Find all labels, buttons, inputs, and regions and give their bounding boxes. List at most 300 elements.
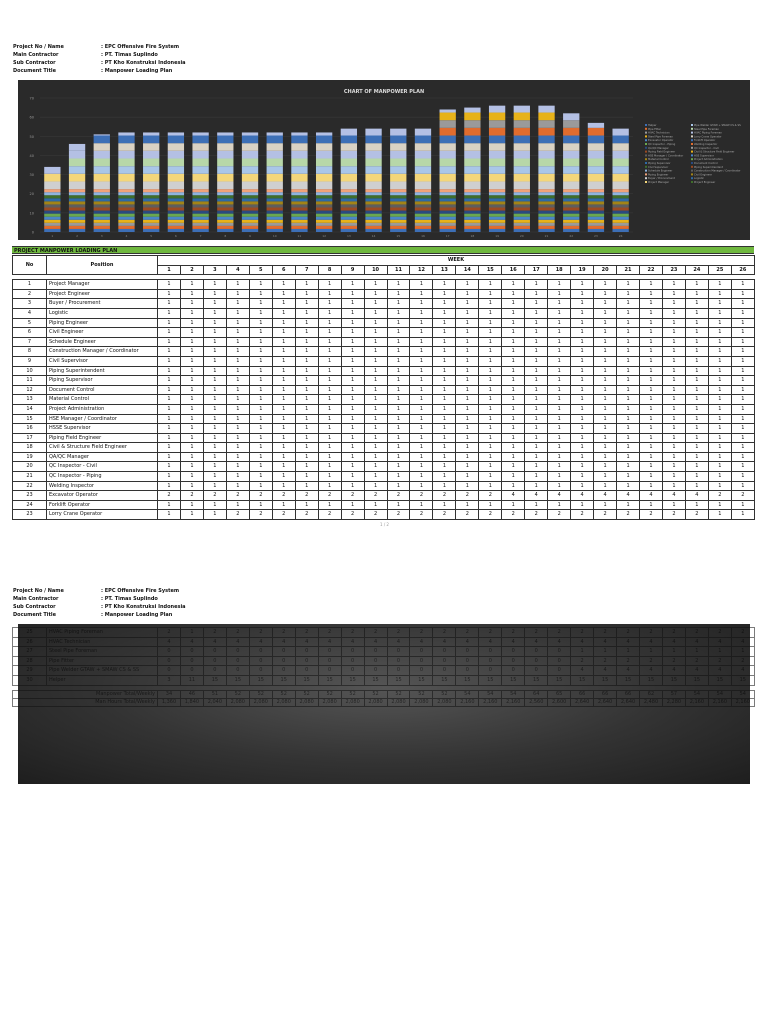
week-value: 1 — [272, 366, 295, 376]
bar-segment — [563, 223, 579, 226]
table-row — [13, 385, 755, 395]
bar-segment — [267, 214, 283, 217]
header-row — [13, 611, 186, 619]
week-value: 1 — [364, 500, 387, 510]
bar-segment — [291, 195, 307, 198]
week-value: 1 — [318, 280, 341, 290]
week-value: 1 — [571, 299, 594, 309]
bar-segment — [464, 108, 480, 113]
table-row — [13, 347, 755, 357]
week-value: 1 — [180, 308, 203, 318]
week-value: 1 — [341, 376, 364, 386]
week-value: 2 — [548, 510, 571, 520]
position-name: Project Administration — [47, 404, 158, 414]
bar-segment — [217, 166, 233, 174]
week-value: 1 — [295, 366, 318, 376]
total-value: 2,080 — [318, 698, 341, 706]
bar-segment — [168, 136, 184, 144]
bar-segment — [464, 198, 480, 201]
week-value: 1 — [341, 500, 364, 510]
week-value: 1 — [525, 385, 548, 395]
bar-segment — [192, 174, 208, 182]
table-row — [13, 637, 755, 647]
bar-segment — [168, 198, 184, 201]
week-value: 0 — [364, 656, 387, 666]
x-tick-label: 4 — [125, 234, 128, 238]
bar-segment — [341, 207, 357, 210]
bar-segment — [118, 226, 134, 229]
week-value: 1 — [341, 452, 364, 462]
week-value: 1 — [364, 280, 387, 290]
week-value: 1 — [640, 356, 663, 366]
week-value: 1 — [387, 299, 410, 309]
week-value: 1 — [571, 500, 594, 510]
week-value: 1 — [548, 395, 571, 405]
week-value: 1 — [571, 385, 594, 395]
week-value: 1 — [226, 308, 249, 318]
week-value: 1 — [433, 318, 456, 328]
bar-segment — [217, 198, 233, 201]
header-label: Document Title — [13, 612, 57, 618]
bar-segment — [464, 166, 480, 174]
week-value: 0 — [433, 666, 456, 676]
week-value: 1 — [640, 308, 663, 318]
bar-segment — [415, 189, 431, 192]
week-value: 4 — [662, 666, 685, 676]
week-value: 1 — [617, 308, 640, 318]
bar-segment — [94, 189, 110, 192]
week-value: 1 — [158, 337, 181, 347]
week-value: 1 — [318, 500, 341, 510]
week-value: 1 — [479, 337, 502, 347]
total-value: 2,560 — [525, 698, 548, 706]
bar-segment — [168, 220, 184, 223]
week-value: 1 — [502, 500, 525, 510]
bar-segment — [440, 198, 456, 201]
week-value: 1 — [433, 462, 456, 472]
y-tick-label: 30 — [29, 173, 34, 178]
bar-segment — [612, 226, 628, 229]
bar-segment — [316, 211, 332, 214]
week-value: 1 — [640, 376, 663, 386]
total-label: Man Hours Total/Weekly — [13, 698, 158, 706]
bar-segment — [612, 129, 628, 136]
week-value: 1 — [479, 404, 502, 414]
week-value: 1 — [731, 385, 754, 395]
week-value: 4 — [158, 637, 181, 647]
bar-segment — [291, 223, 307, 226]
row-number: 27 — [13, 647, 47, 657]
week-value: 1 — [617, 481, 640, 491]
week-value: 1 — [318, 462, 341, 472]
bar-segment — [563, 207, 579, 210]
bar-segment — [538, 143, 554, 151]
week-value: 1 — [226, 366, 249, 376]
position-name: Helper — [47, 675, 158, 685]
bar-segment — [69, 211, 85, 214]
week-value: 1 — [548, 347, 571, 357]
position-name: Welding Inspector — [47, 481, 158, 491]
week-value: 0 — [203, 656, 226, 666]
week-value: 1 — [203, 318, 226, 328]
bar-segment — [143, 181, 159, 189]
legend-swatch — [645, 162, 647, 164]
bar-segment — [143, 207, 159, 210]
bar-segment — [143, 174, 159, 182]
week-value: 0 — [295, 666, 318, 676]
week-value: 1 — [456, 328, 479, 338]
week-value: 1 — [594, 289, 617, 299]
week-value: 0 — [318, 666, 341, 676]
week-value: 1 — [272, 347, 295, 357]
week-value: 0 — [341, 656, 364, 666]
legend-label: Piping Superintendent — [694, 165, 723, 169]
week-value: 0 — [295, 656, 318, 666]
week-value: 4 — [640, 666, 663, 676]
bar-segment — [538, 120, 554, 128]
week-value: 4 — [410, 637, 433, 647]
week-value: 1 — [708, 414, 731, 424]
week-value: 1 — [410, 308, 433, 318]
week-value: 1 — [502, 481, 525, 491]
bar-segment — [440, 223, 456, 226]
bar-segment — [415, 226, 431, 229]
week-value: 1 — [364, 385, 387, 395]
legend-swatch — [645, 139, 647, 141]
week-value: 1 — [158, 452, 181, 462]
bar-segment — [390, 229, 406, 232]
legend-label: Pipe Welder GTAW + SMAW CS & SS — [694, 124, 741, 127]
legend-label: HSE Supervisor — [694, 154, 714, 158]
bar-segment — [489, 143, 505, 151]
week-value: 1 — [158, 318, 181, 328]
week-value: 1 — [640, 299, 663, 309]
bar-segment — [612, 189, 628, 192]
bar-segment — [365, 217, 381, 220]
week-value: 1 — [433, 328, 456, 338]
week-value: 1 — [158, 424, 181, 434]
bar-segment — [489, 106, 505, 113]
row-number: 23 — [13, 491, 47, 501]
bar-segment — [291, 132, 307, 135]
week-value: 4 — [456, 637, 479, 647]
position-name: Pipe Welder GTAW + SMAW CS & SS — [47, 666, 158, 676]
bar-segment — [514, 113, 530, 121]
bar-segment — [464, 223, 480, 226]
bar-segment — [440, 109, 456, 112]
week-value: 1 — [708, 328, 731, 338]
bar-segment — [365, 189, 381, 192]
week-value: 1 — [685, 337, 708, 347]
total-value: 54 — [479, 690, 502, 698]
week-value: 1 — [456, 356, 479, 366]
bar-segment — [242, 198, 258, 201]
week-value: 0 — [525, 656, 548, 666]
week-value: 1 — [433, 347, 456, 357]
week-value: 1 — [203, 280, 226, 290]
week-value: 0 — [203, 647, 226, 657]
week-value: 1 — [479, 462, 502, 472]
week-value: 1 — [456, 443, 479, 453]
week-value: 1 — [341, 385, 364, 395]
week-value: 1 — [571, 308, 594, 318]
table-row — [13, 628, 755, 638]
bar-segment — [242, 217, 258, 220]
week-value: 1 — [640, 481, 663, 491]
week-value: 1 — [617, 328, 640, 338]
week-value: 1 — [410, 481, 433, 491]
week-value: 1 — [249, 385, 272, 395]
week-value: 1 — [318, 299, 341, 309]
bar-segment — [341, 195, 357, 198]
week-value: 1 — [318, 318, 341, 328]
week-value: 1 — [685, 289, 708, 299]
week-value: 15 — [341, 675, 364, 685]
total-value: 65 — [548, 690, 571, 698]
bar-segment — [217, 195, 233, 198]
bar-segment — [415, 174, 431, 182]
bar-segment — [316, 214, 332, 217]
bar-segment — [94, 136, 110, 144]
week-value: 1 — [685, 647, 708, 657]
bar-segment — [390, 226, 406, 229]
week-value: 1 — [158, 481, 181, 491]
bar-segment — [267, 174, 283, 182]
week-value: 2 — [180, 491, 203, 501]
week-value: 0 — [318, 656, 341, 666]
table-row — [13, 510, 755, 520]
table-row — [13, 452, 755, 462]
week-value: 1 — [226, 337, 249, 347]
bar-segment — [464, 211, 480, 214]
week-value: 3 — [158, 675, 181, 685]
week-value: 1 — [640, 366, 663, 376]
bar-segment — [440, 211, 456, 214]
bar-segment — [168, 201, 184, 204]
week-value: 1 — [548, 414, 571, 424]
week-value: 1 — [364, 472, 387, 482]
week-value: 1 — [295, 376, 318, 386]
legend-swatch — [691, 135, 693, 137]
man-hours-row — [13, 698, 755, 706]
week-number: 11 — [387, 265, 410, 275]
bar-segment — [563, 120, 579, 128]
week-value: 15 — [433, 675, 456, 685]
week-value: 1 — [662, 318, 685, 328]
header-label: Project No / Name — [13, 44, 64, 50]
week-value: 1 — [180, 385, 203, 395]
week-value: 1 — [272, 424, 295, 434]
legend-label: Helper — [648, 124, 657, 127]
total-value: 2,080 — [295, 698, 318, 706]
bar-segment — [143, 143, 159, 151]
week-value: 1 — [295, 414, 318, 424]
bar-segment — [588, 214, 604, 217]
bar-segment — [143, 201, 159, 204]
header-value: : PT. Timas Suplindo — [101, 596, 158, 602]
header-value: : PT. Timas Suplindo — [101, 52, 158, 58]
week-value: 1 — [640, 414, 663, 424]
bar-segment — [341, 214, 357, 217]
week-value: 1 — [456, 347, 479, 357]
week-value: 1 — [502, 318, 525, 328]
legend-swatch — [645, 170, 647, 172]
week-value: 1 — [685, 404, 708, 414]
week-value: 1 — [731, 647, 754, 657]
header-value: : PT Kho Konstruksi Indonesia — [101, 60, 186, 66]
x-tick-label: 11 — [297, 234, 302, 238]
bar-segment — [390, 223, 406, 226]
bar-segment — [94, 151, 110, 159]
week-value: 1 — [617, 414, 640, 424]
week-value: 0 — [502, 656, 525, 666]
week-value: 1 — [295, 289, 318, 299]
legend-label: QC Inspector - Piping — [648, 143, 676, 146]
bar-segment — [365, 129, 381, 136]
legend-label: Piping Supervisor — [648, 162, 671, 165]
week-value: 1 — [640, 647, 663, 657]
week-value: 1 — [502, 404, 525, 414]
week-value: 1 — [571, 366, 594, 376]
bar-segment — [390, 151, 406, 159]
week-value: 1 — [731, 395, 754, 405]
total-value: 34 — [158, 690, 181, 698]
row-number: 20 — [13, 462, 47, 472]
week-value: 1 — [479, 318, 502, 328]
week-value: 1 — [341, 424, 364, 434]
week-value: 15 — [525, 675, 548, 685]
week-value: 4 — [341, 637, 364, 647]
bar-segment — [242, 207, 258, 210]
week-value: 1 — [456, 299, 479, 309]
bar-segment — [464, 128, 480, 136]
x-tick-label: 16 — [421, 234, 425, 238]
week-value: 1 — [640, 385, 663, 395]
bar-segment — [390, 136, 406, 144]
bar-segment — [612, 214, 628, 217]
week-value: 1 — [410, 356, 433, 366]
bar-segment — [514, 151, 530, 159]
y-tick-label: 60 — [29, 115, 34, 120]
week-value: 1 — [341, 280, 364, 290]
bar-segment — [242, 204, 258, 207]
bar-segment — [341, 198, 357, 201]
week-value: 1 — [708, 433, 731, 443]
bar-segment — [316, 198, 332, 201]
week-value: 15 — [456, 675, 479, 685]
x-tick-label: 8 — [224, 234, 227, 238]
week-value: 1 — [272, 289, 295, 299]
week-value: 0 — [410, 647, 433, 657]
bar-segment — [588, 204, 604, 207]
bar-segment — [464, 151, 480, 159]
legend-label: Material Control — [648, 158, 669, 162]
week-value: 1 — [685, 414, 708, 424]
week-value: 1 — [433, 280, 456, 290]
week-value: 2 — [662, 510, 685, 520]
week-value: 1 — [410, 414, 433, 424]
bar-segment — [390, 198, 406, 201]
bar-segment — [118, 207, 134, 210]
week-value: 0 — [548, 656, 571, 666]
week-value: 1 — [249, 308, 272, 318]
total-label: Manpower Total/Weekly — [13, 690, 158, 698]
week-value: 2 — [594, 510, 617, 520]
position-name: Construction Manager / Coordinator — [47, 347, 158, 357]
table-row — [13, 656, 755, 666]
bar-segment — [415, 151, 431, 159]
bar-segment — [514, 223, 530, 226]
week-value: 1 — [479, 356, 502, 366]
legend-swatch — [691, 166, 693, 168]
week-value: 1 — [272, 462, 295, 472]
week-value: 1 — [295, 347, 318, 357]
week-value: 1 — [387, 337, 410, 347]
bar-segment — [69, 174, 85, 182]
week-value: 1 — [594, 414, 617, 424]
week-value: 1 — [617, 500, 640, 510]
bar-segment — [514, 106, 530, 113]
bar-segment — [588, 195, 604, 198]
total-value: 66 — [571, 690, 594, 698]
week-value: 1 — [387, 385, 410, 395]
week-value: 1 — [456, 500, 479, 510]
bar-segment — [514, 211, 530, 214]
week-value: 15 — [502, 675, 525, 685]
bar-segment — [440, 226, 456, 229]
week-value: 0 — [341, 647, 364, 657]
bar-segment — [143, 158, 159, 166]
week-value: 1 — [640, 462, 663, 472]
bar-segment — [563, 201, 579, 204]
week-value: 1 — [433, 414, 456, 424]
manpower-chart — [18, 80, 750, 240]
header-value: : Manpower Loading Plan — [101, 68, 173, 74]
bar-segment — [118, 136, 134, 144]
week-value: 15 — [594, 675, 617, 685]
bar-segment — [489, 201, 505, 204]
week-value: 1 — [295, 472, 318, 482]
total-value: 2,160 — [685, 698, 708, 706]
bar-segment — [588, 143, 604, 151]
legend-swatch — [645, 151, 647, 153]
week-value: 1 — [525, 308, 548, 318]
week-value: 2 — [272, 628, 295, 638]
week-value: 4 — [571, 491, 594, 501]
position-name: Piping Supervisor — [47, 376, 158, 386]
week-value: 4 — [249, 637, 272, 647]
week-value: 0 — [249, 666, 272, 676]
bar-segment — [316, 136, 332, 144]
bar-segment — [415, 207, 431, 210]
week-value: 1 — [502, 299, 525, 309]
week-value: 1 — [731, 366, 754, 376]
legend-swatch — [691, 158, 693, 160]
table-row — [13, 491, 755, 501]
total-value: 2,480 — [640, 698, 663, 706]
week-value: 1 — [364, 308, 387, 318]
week-value: 4 — [548, 637, 571, 647]
week-value: 0 — [364, 647, 387, 657]
bar-segment — [415, 214, 431, 217]
bar-segment — [563, 217, 579, 220]
bar-segment — [415, 204, 431, 207]
week-value: 0 — [226, 656, 249, 666]
bar-segment — [316, 143, 332, 151]
bar-segment — [341, 166, 357, 174]
week-value: 1 — [594, 385, 617, 395]
bar-segment — [242, 220, 258, 223]
